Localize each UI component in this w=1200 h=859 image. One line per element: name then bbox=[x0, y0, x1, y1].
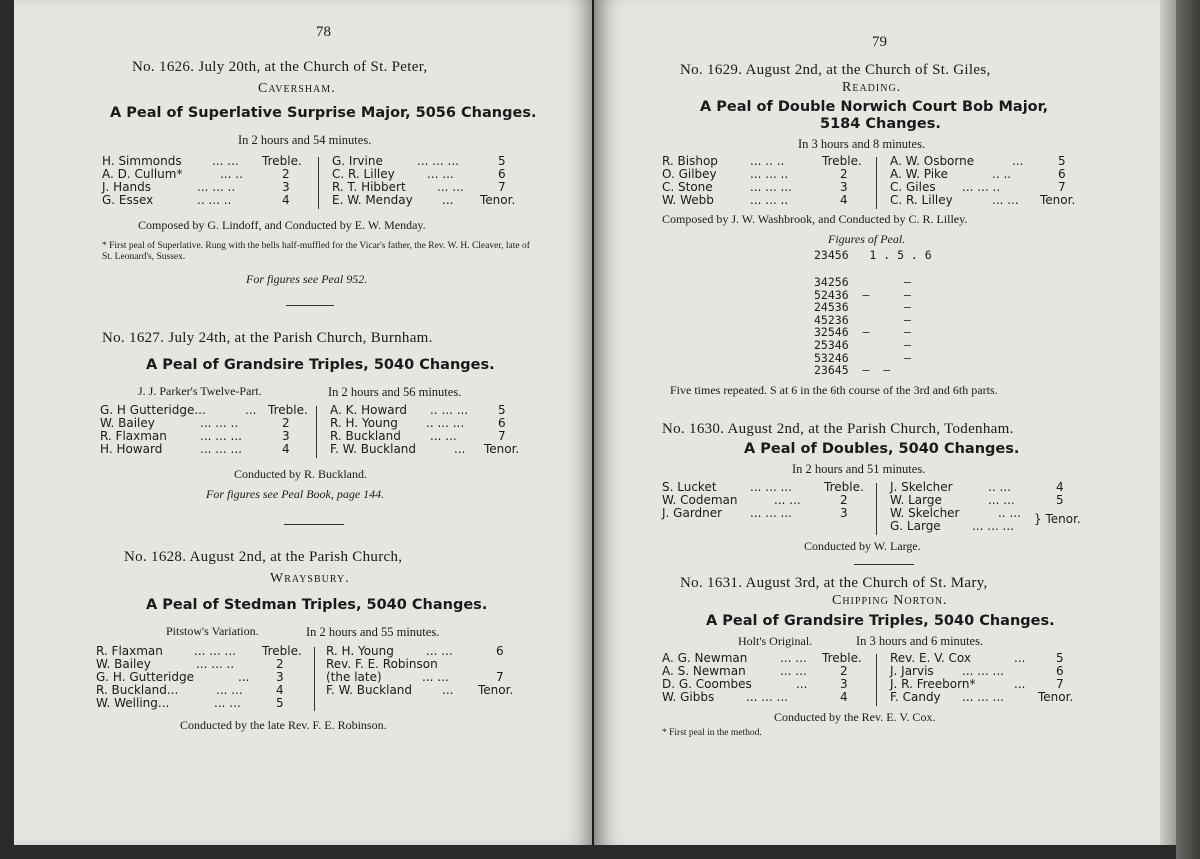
conducted-line-1631: Conducted by the Rev. E. V. Cox. bbox=[774, 710, 936, 724]
ringer-bell: 4 bbox=[840, 690, 848, 704]
figures-title-1629: Figures of Peal. bbox=[828, 232, 906, 246]
ringer-bell: 6 bbox=[1056, 664, 1064, 678]
ringer-name: C. Stone bbox=[662, 180, 713, 194]
ringer-name: A. W. Pike bbox=[890, 167, 948, 181]
ringer-bell: Treble. bbox=[262, 644, 302, 658]
ringer-dots: ... bbox=[245, 403, 257, 417]
peal-duration-1630: In 2 hours and 51 minutes. bbox=[792, 462, 926, 476]
ringer-name: J. Hands bbox=[102, 180, 152, 194]
ringer-bell: 4 bbox=[840, 193, 848, 207]
ringer-bell: 2 bbox=[840, 167, 848, 181]
ringer-name: G. Essex bbox=[102, 193, 154, 207]
ringers-band-1627 bbox=[100, 404, 530, 456]
ringer-dots: ... bbox=[442, 193, 454, 207]
entry-place-1628: Wraysbury. bbox=[270, 571, 350, 586]
ringer-name: J. Jarvis bbox=[890, 664, 934, 678]
ringer-row bbox=[100, 443, 530, 456]
ringer-row bbox=[662, 168, 1102, 181]
ringer-dots: ... ... bbox=[988, 493, 1015, 507]
ringer-bell: 7 bbox=[1058, 180, 1066, 194]
ringer-bell: 3 bbox=[840, 506, 848, 520]
footnote-1626: * First peal of Superlative. Rung with the bells half-muffled for the Vicar's father, the Rev. W. H. Cleaver, late of St. Leonard's, Sussex. bbox=[102, 241, 530, 262]
ringer-dots: ... bbox=[1014, 651, 1026, 665]
composed-line-1629: Composed by J. W. Washbrook, and Conducted by C. R. Lilley. bbox=[662, 212, 968, 226]
ringer-row bbox=[662, 155, 1102, 168]
ringer-dots: ... ... ... bbox=[750, 480, 792, 494]
tenor-brace: } Tenor. bbox=[1034, 512, 1081, 526]
ringer-name: G. H Gutteridge... bbox=[100, 403, 206, 417]
book-edge bbox=[1176, 0, 1200, 859]
ringer-name: W. Webb bbox=[662, 193, 714, 207]
ringer-bell: 2 bbox=[282, 416, 290, 430]
ringer-name: G. Large bbox=[890, 519, 941, 533]
ringer-dots: ... ... bbox=[780, 664, 807, 678]
ringer-dots: ... ... .. bbox=[750, 167, 789, 181]
ringer-bell: Tenor. bbox=[478, 683, 514, 697]
ringer-name: F. Candy bbox=[890, 690, 941, 704]
ringer-bell: 5 bbox=[276, 696, 284, 710]
ringer-dots: ... ... .. bbox=[750, 193, 789, 207]
ringer-dots: ... ... bbox=[422, 670, 449, 684]
ringer-name: D. G. Coombes bbox=[662, 677, 752, 691]
ringer-dots: ... ... bbox=[212, 154, 239, 168]
ringer-row bbox=[96, 645, 536, 658]
peal-heading-1628: A Peal of Stedman Triples, 5040 Changes. bbox=[146, 597, 488, 613]
ringer-name: W. Large bbox=[890, 493, 942, 507]
peal-duration-1629: In 3 hours and 8 minutes. bbox=[798, 137, 926, 151]
ringer-dots: .. ... .. bbox=[197, 193, 232, 207]
ringer-bell: 2 bbox=[276, 657, 284, 671]
ringer-dots: ... bbox=[238, 670, 250, 684]
ringer-row bbox=[100, 404, 530, 417]
ringer-bell: Tenor. bbox=[484, 442, 520, 456]
composition-1627: J. J. Parker's Twelve-Part. bbox=[138, 384, 262, 398]
ringer-row bbox=[662, 181, 1102, 194]
ringer-dots: ... ... ... bbox=[200, 429, 242, 443]
ringer-bell: 4 bbox=[276, 683, 284, 697]
ringer-bell: Treble. bbox=[822, 154, 862, 168]
ringer-name: W. Gibbs bbox=[662, 690, 715, 704]
ringer-dots: ... ... bbox=[774, 493, 801, 507]
ringer-bell: Treble. bbox=[262, 154, 302, 168]
ringer-bell: 7 bbox=[498, 429, 506, 443]
ringer-row bbox=[662, 194, 1102, 207]
ringer-dots: ... bbox=[1014, 677, 1026, 691]
ringers-band-1626 bbox=[102, 155, 532, 207]
ringer-name: R. Bishop bbox=[662, 154, 718, 168]
repeat-note-1629: Five times repeated. S at 6 in the 6th course of the 3rd and 6th parts. bbox=[670, 383, 998, 397]
ringer-dots: .. ... ... bbox=[426, 416, 465, 430]
entry-title-1629: No. 1629. August 2nd, at the Church of St. Giles, bbox=[680, 62, 991, 78]
ringer-name: Rev. E. V. Cox bbox=[890, 651, 971, 665]
ringer-row bbox=[102, 194, 532, 207]
ringer-name: R. H. Young bbox=[330, 416, 398, 430]
ringers-band-1631 bbox=[662, 652, 1102, 704]
peal-heading-1629-line2: 5184 Changes. bbox=[820, 116, 941, 132]
figures-ref-1627: For figures see Peal Book, page 144. bbox=[206, 487, 385, 501]
ringer-bell: 6 bbox=[1058, 167, 1066, 181]
ringer-name: C. Giles bbox=[890, 180, 936, 194]
entry-title-1630: No. 1630. August 2nd, at the Parish Church, Todenham. bbox=[662, 421, 1014, 437]
ringer-dots: ... ... bbox=[437, 180, 464, 194]
ringer-bell: 7 bbox=[496, 670, 504, 684]
ringer-name: S. Lucket bbox=[662, 480, 717, 494]
ringer-name: R. Buckland bbox=[330, 429, 401, 443]
ringer-bell: Tenor. bbox=[1040, 193, 1076, 207]
conducted-line-1628: Conducted by the late Rev. F. E. Robinson. bbox=[180, 718, 387, 732]
peal-duration-1627: In 2 hours and 56 minutes. bbox=[328, 385, 462, 399]
ringer-bell: 3 bbox=[840, 180, 848, 194]
composed-line-1626: Composed by G. Lindoff, and Conducted by E. W. Menday. bbox=[138, 218, 426, 232]
ringer-dots: ... ... .. bbox=[962, 180, 1001, 194]
ringer-bell: 4 bbox=[282, 193, 290, 207]
peal-heading-1629-line1: A Peal of Double Norwich Court Bob Major, bbox=[700, 99, 1049, 115]
section-divider bbox=[286, 305, 334, 306]
ringer-name: (the late) bbox=[326, 670, 382, 684]
ringer-bell: 6 bbox=[498, 167, 506, 181]
ringer-bell: 5 bbox=[498, 154, 506, 168]
entry-title-1628: No. 1628. August 2nd, at the Parish Church, bbox=[124, 549, 403, 565]
ringer-name: H. Simmonds bbox=[102, 154, 182, 168]
ringer-name: H. Howard bbox=[100, 442, 163, 456]
ringer-bell: 2 bbox=[282, 167, 290, 181]
entry-title-1631: No. 1631. August 3rd, at the Church of St. Mary, bbox=[680, 575, 988, 591]
ringer-name: F. W. Buckland bbox=[330, 442, 417, 456]
ringer-name: O. Gilbey bbox=[662, 167, 717, 181]
ringer-name: A. G. Newman bbox=[662, 651, 748, 665]
ringer-name: W. Codeman bbox=[662, 493, 738, 507]
figures-ref-1626: For figures see Peal 952. bbox=[246, 272, 368, 286]
conducted-line-1627: Conducted by R. Buckland. bbox=[234, 467, 367, 481]
ringer-dots: .. .. bbox=[992, 167, 1012, 181]
ringer-dots: ... .. bbox=[220, 167, 243, 181]
ringer-name: E. W. Menday bbox=[332, 193, 413, 207]
ringer-name: R. Buckland... bbox=[96, 683, 179, 697]
figures-header-1629: 23456 1 . 5 . 6 bbox=[814, 248, 932, 262]
ringer-bell: 6 bbox=[498, 416, 506, 430]
page-number: 79 bbox=[872, 34, 887, 50]
entry-place-1631: Chipping Norton. bbox=[832, 593, 948, 608]
ringer-bell: 2 bbox=[840, 664, 848, 678]
ringer-name: G. H. Gutteridge bbox=[96, 670, 194, 684]
ringer-bell: 5 bbox=[1058, 154, 1066, 168]
ringer-bell: 5 bbox=[1056, 493, 1064, 507]
peal-duration-1628: In 2 hours and 55 minutes. bbox=[306, 625, 440, 639]
ringer-bell: Tenor. bbox=[1038, 690, 1074, 704]
ringer-dots: ... ... bbox=[214, 696, 241, 710]
ringer-dots: ... ... ... bbox=[750, 180, 792, 194]
ringer-bell: Treble. bbox=[822, 651, 862, 665]
ringer-name: R. H. Young bbox=[326, 644, 394, 658]
ringer-name: W. Skelcher bbox=[890, 506, 960, 520]
entry-title-1626: No. 1626. July 20th, at the Church of St. Peter, bbox=[132, 59, 428, 75]
ringer-bell: 3 bbox=[282, 429, 290, 443]
ringer-name: A. S. Newman bbox=[662, 664, 746, 678]
entry-title-1627: No. 1627. July 24th, at the Parish Church, Burnham. bbox=[102, 330, 433, 346]
ringer-dots: ... ... ... bbox=[962, 664, 1004, 678]
ringer-name: J. Skelcher bbox=[890, 480, 953, 494]
ringer-name: F. W. Buckland bbox=[326, 683, 413, 697]
section-divider bbox=[854, 564, 914, 565]
ringer-dots: .. ... bbox=[998, 506, 1021, 520]
ringer-row bbox=[100, 430, 530, 443]
ringer-bell: 2 bbox=[840, 493, 848, 507]
ringers-band-1628 bbox=[96, 645, 536, 710]
peal-heading-1631: A Peal of Grandsire Triples, 5040 Changes. bbox=[706, 613, 1055, 629]
ringer-name: R. Flaxman bbox=[100, 429, 167, 443]
ringer-dots: ... ... ... bbox=[972, 519, 1014, 533]
page-number: 78 bbox=[316, 24, 331, 40]
footnote-1631: * First peal in the method. bbox=[662, 728, 762, 738]
ringer-bell: Tenor. bbox=[480, 193, 516, 207]
ringer-bell: 5 bbox=[1056, 651, 1064, 665]
ringer-dots: ... ... bbox=[430, 429, 457, 443]
ringer-name: W. Bailey bbox=[96, 657, 151, 671]
ringer-bell: 5 bbox=[498, 403, 506, 417]
ringer-name: R. T. Hibbert bbox=[332, 180, 406, 194]
ringer-dots: .. ... ... bbox=[430, 403, 469, 417]
ringer-name: Rev. F. E. Robinson bbox=[326, 657, 438, 671]
ringer-row bbox=[102, 168, 532, 181]
left-page bbox=[14, 0, 592, 845]
ringer-dots: ... ... ... bbox=[200, 442, 242, 456]
peal-duration-1631: In 3 hours and 6 minutes. bbox=[856, 634, 984, 648]
ringer-name: A. K. Howard bbox=[330, 403, 407, 417]
ringer-dots: ... ... ... bbox=[417, 154, 459, 168]
ringer-dots: ... ... bbox=[780, 651, 807, 665]
peal-heading-1626: A Peal of Superlative Surprise Major, 5056 Changes. bbox=[110, 105, 537, 121]
peal-heading-1630: A Peal of Doubles, 5040 Changes. bbox=[744, 441, 1020, 457]
ringer-dots: ... bbox=[454, 442, 466, 456]
ringer-dots: ... bbox=[796, 677, 808, 691]
ringer-name: C. R. Lilley bbox=[332, 167, 395, 181]
composition-1631: Holt's Original. bbox=[738, 634, 813, 648]
ringer-dots: ... ... ... bbox=[194, 644, 236, 658]
ringer-dots: ... bbox=[442, 683, 454, 697]
ringers-band-1629 bbox=[662, 155, 1102, 207]
ringer-dots: ... ... bbox=[426, 644, 453, 658]
ringer-dots: .. ... bbox=[988, 480, 1011, 494]
ringer-name: G. Irvine bbox=[332, 154, 383, 168]
ringer-name: C. R. Lilley bbox=[890, 193, 953, 207]
ringer-dots: ... ... ... bbox=[746, 690, 788, 704]
ringer-bell: Treble. bbox=[824, 480, 864, 494]
ringer-bell: 7 bbox=[498, 180, 506, 194]
entry-place-1629: Reading. bbox=[842, 80, 902, 95]
ringer-row bbox=[96, 697, 536, 710]
section-divider bbox=[284, 524, 344, 525]
ringer-dots: ... ... ... bbox=[750, 506, 792, 520]
conducted-line-1630: Conducted by W. Large. bbox=[804, 539, 921, 553]
ringer-dots: ... ... .. bbox=[200, 416, 239, 430]
ringer-bell: 3 bbox=[276, 670, 284, 684]
ringer-name: W. Welling... bbox=[96, 696, 170, 710]
ringer-bell: 4 bbox=[1056, 480, 1064, 494]
ringer-name: A. W. Osborne bbox=[890, 154, 975, 168]
ringer-dots: ... ... bbox=[216, 683, 243, 697]
peal-heading-1627: A Peal of Grandsire Triples, 5040 Changes. bbox=[146, 357, 495, 373]
ringer-name: R. Flaxman bbox=[96, 644, 163, 658]
ringer-dots: ... ... .. bbox=[197, 180, 236, 194]
ringer-row bbox=[662, 494, 1102, 507]
ringer-bell: 3 bbox=[840, 677, 848, 691]
entry-place-1626: Caversham. bbox=[258, 81, 336, 96]
ringer-dots: ... ... bbox=[427, 167, 454, 181]
ringer-dots: ... ... .. bbox=[196, 657, 235, 671]
ringer-bell: 7 bbox=[1056, 677, 1064, 691]
ringer-name: J. R. Freeborn* bbox=[890, 677, 976, 691]
ringer-row bbox=[102, 181, 532, 194]
ringer-dots: ... bbox=[1012, 154, 1024, 168]
composition-1628: Pitstow's Variation. bbox=[166, 624, 259, 638]
ringer-dots: ... ... ... bbox=[962, 690, 1004, 704]
ringer-dots: ... ... bbox=[992, 193, 1019, 207]
ringer-bell: 3 bbox=[282, 180, 290, 194]
figures-rows-1629: 34256 — 52436 — — 24536 — 45236 — 32546 — — 25346 — 53246 — 23645 — — bbox=[814, 275, 911, 378]
ringer-bell: 4 bbox=[282, 442, 290, 456]
ringer-row bbox=[662, 678, 1102, 691]
right-page bbox=[594, 0, 1176, 845]
peal-duration-1626: In 2 hours and 54 minutes. bbox=[238, 133, 372, 147]
ringers-band-1630 bbox=[662, 481, 1102, 533]
ringer-bell: Treble. bbox=[268, 403, 308, 417]
ringer-name: W. Bailey bbox=[100, 416, 155, 430]
ringer-row bbox=[662, 691, 1102, 704]
ringer-name: A. D. Cullum* bbox=[102, 167, 183, 181]
ringer-dots: ... .. .. bbox=[750, 154, 785, 168]
ringer-bell: 6 bbox=[496, 644, 504, 658]
ringer-name: J. Gardner bbox=[662, 506, 723, 520]
